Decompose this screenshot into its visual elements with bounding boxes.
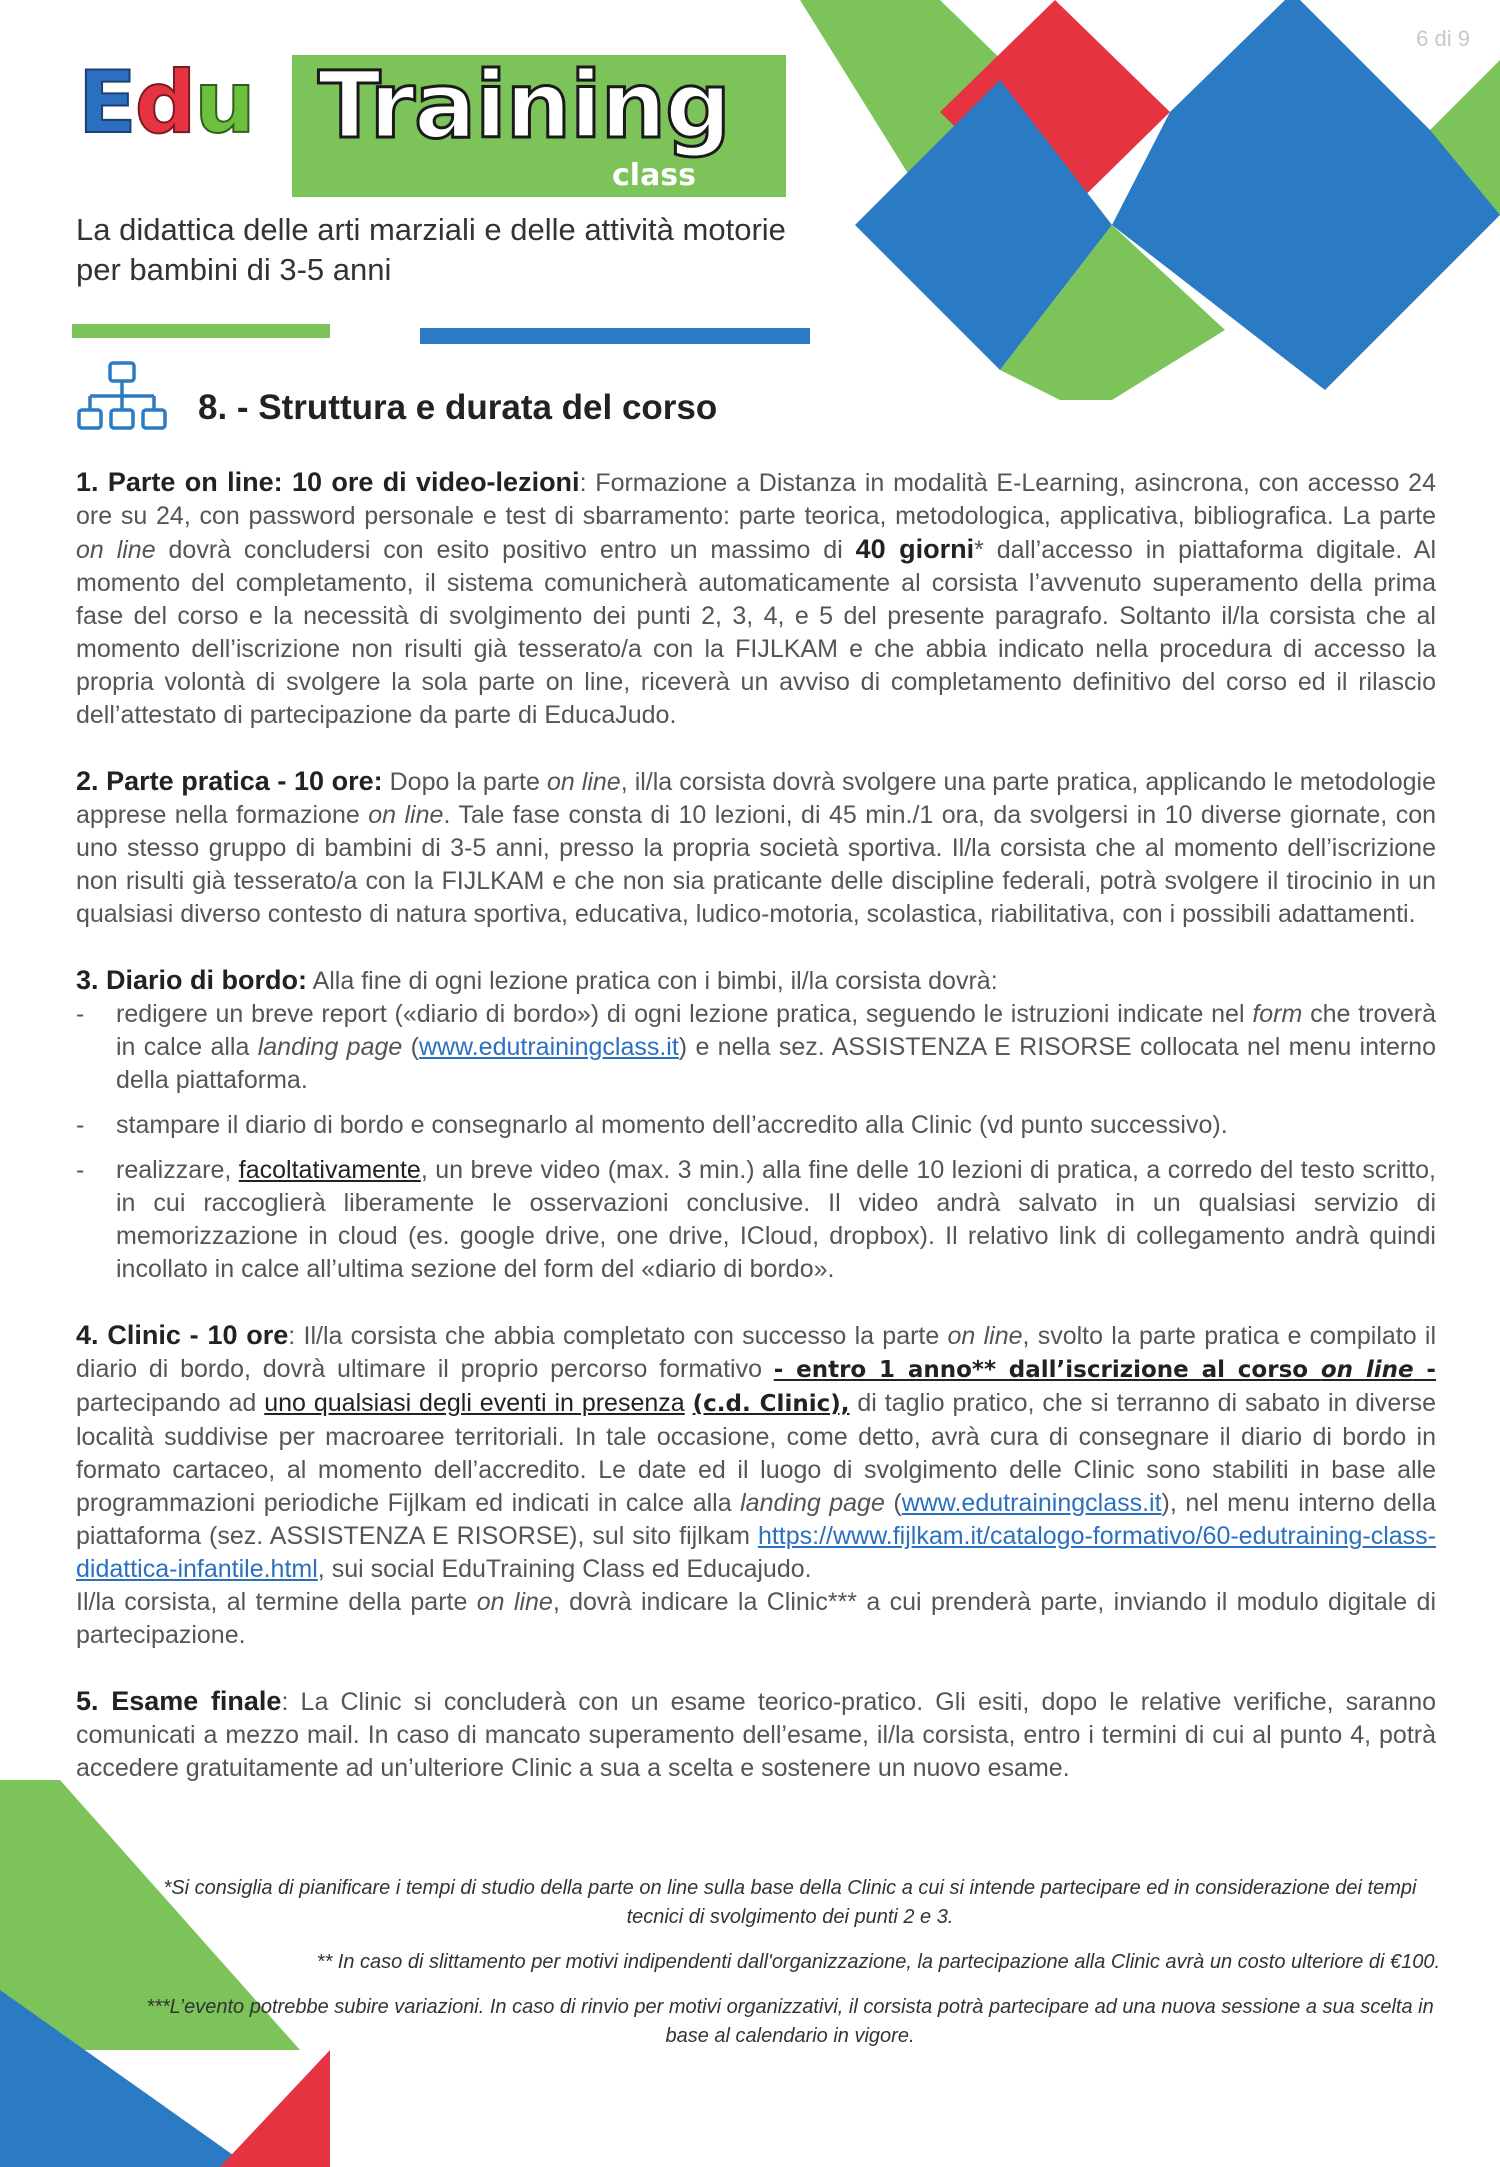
footnote-1: *Si consiglia di pianificare i tempi di studio della parte on line sulla base della Clinic a cui si intende partecipare ed in considerazione dei tempi tecnici di svolgimento dei punti 2 e 3.	[163, 1877, 1417, 1928]
list-item: - stampare il diario di bordo e consegnarlo al momento dell’accredito alla Clinic (vd punto successivo).	[76, 1109, 1436, 1142]
paragraph-clinic: 4. Clinic - 10 ore: Il/la corsista che abbia completato con successo la parte on line, svolto la parte pratica e compilato il diario di bordo, dovrà ultimare il proprio percorso formativo - entro 1 anno** dall’iscrizione al corso on line - partecipando ad uno qualsiasi degli eventi in presenza (c.d. Clinic), di taglio pratico, che si terranno di sabato in diverse località suddivise per macroaree territoriali. In tale occasione, come detto, avrà cura di consegnare il diario di bordo in formato cartaceo, al momento dell’accredito. Le date ed il luogo di svolgimento delle Clinic sono stabiliti in base alle programmazioni periodiche Fijlkam ed indicati in calce alla landing page (www.edutrainingclass.it), nel menu interno della piattaforma (sez. ASSISTENZA E RISORSE), sul sito fijlkam https://www.fijlkam.it/catalogo-formativo/60-edutraining-class-didattica-infantile.html, sui social EduTraining Class ed Educajudo. Il/la corsista, al termine della parte on line, dovrà indicare la Clinic*** a cui prenderà parte, inviando il modulo digitale di partecipazione.	[76, 1320, 1437, 1649]
hierarchy-icon	[76, 360, 168, 436]
paragraph-logbook: 3. Diario di bordo: Alla fine di ogni lezione pratica con i bimbi, il/la corsista dovrà: - redigere un breve report («diario di bordo») di ogni lezione pratica, seguendo le istruzioni indicate nel form che troverà in calce alla landing page (www.edutrainingclass.it) e nella sez. ASSISTENZA E RISORSE collocata nel menu interno della piattaforma. - stampare il diario di bordo e consegnarlo al momento dell’accredito alla Clinic (vd punto successivo). - realizzare, facoltativamente, un breve video (max. 3 min.) alla fine delle 10 lezioni di pratica, a corredo del testo scritto, in cui raccoglierà liberamente le osservazioni conclusive. Il video andrà salvato in un qualsiasi servizio di memorizzazione in cloud (es. google drive, one drive, ICloud, dropbox). Il relativo link di collegamento andrà quindi incollato in calce all’ultima sezione del form del «diario di bordo».	[76, 964, 1436, 1286]
logbook-list	[76, 998, 1436, 1286]
page-number: 6 di 9	[1416, 26, 1470, 51]
section-title: 8. - Struttura e durata del corso	[198, 388, 718, 427]
main-content	[76, 466, 1436, 1818]
green-divider-bar	[72, 324, 330, 338]
list-item: - redigere un breve report («diario di bordo») di ogni lezione pratica, seguendo le istruzioni indicate nel form che troverà in calce alla landing page (www.edutrainingclass.it) e nella sez. ASSISTENZA E RISORSE collocata nel menu interno della piattaforma.	[76, 998, 1436, 1097]
footnote-3: ***L’evento potrebbe subire variazioni. In caso di rinvio per motivi organizzativi, il corsista potrà partecipare ad una nuova sessione a sua scelta in base al calendario in vigore.	[146, 1996, 1434, 2047]
fijlkam-link[interactable]: https://www.fijlkam.it/catalogo-formativo/60-edutraining-class-didattica-infantile.html	[76, 1522, 1436, 1583]
logo-training: Training	[318, 52, 731, 159]
footnote-2: ** In caso di slittamento per motivi indipendenti dall'organizzazione, la partecipazione alla Clinic avrà un costo ulteriore di €100.	[316, 1951, 1440, 1973]
edutraining-link-clinic[interactable]: www.edutrainingclass.it	[901, 1489, 1162, 1517]
paragraph-online: 1. Parte on line: 10 ore di video-lezioni: Formazione a Distanza in modalità E-Learning, asincrona, con accesso 24 ore su 24, con password personale e test di sbarramento: parte teorica, metodologica, applicativa, bibliografica. La parte on line dovrà concludersi con esito positivo entro un massimo di 40 giorni* dall’accesso in piattaforma digitale. Al momento del completamento, il sistema comunicherà automaticamente al corsista l’avvenuto superamento della prima fase del corso e la necessità di svolgimento dei punti 2, 3, 4, e 5 del presente paragrafo. Soltanto il/la corsista che al momento dell’iscrizione non risulti già tesserato/a con la FIJLKAM e che abbia indicato nella procedura di accesso la propria volontà di svolgere la sola parte on line, riceverà un avviso di completamento definitivo del corso ed il rilascio dell’attestato di partecipazione da parte di EducaJudo.	[76, 467, 1436, 729]
footnotes	[140, 1874, 1440, 2067]
red-triangle-bottom	[220, 2050, 330, 2167]
blue-divider-bar	[420, 328, 810, 344]
list-item: - realizzare, facoltativamente, un breve video (max. 3 min.) alla fine delle 10 lezioni di pratica, a corredo del testo scritto, in cui raccoglierà liberamente le osservazioni conclusive. Il video andrà salvato in un qualsiasi servizio di memorizzazione in cloud (es. google drive, one drive, ICloud, dropbox). Il relativo link di collegamento andrà quindi incollato in calce all’ultima sezione del form del «diario di bordo».	[76, 1154, 1436, 1286]
logo-edu: Edu	[78, 53, 254, 153]
edutraining-link[interactable]: www.edutrainingclass.it	[418, 1033, 679, 1061]
paragraph-exam: 5. Esame finale: La Clinic si concluderà con un esame teorico-pratico. Gli esiti, dopo le relative verifiche, saranno comunicati a mezzo mail. In caso di mancato superamento dell’esame, il/la corsista, entro i termini di cui al punto 4, potrà accedere gratuitamente ad un’ulteriore Clinic a sua a scelta e sostenere un nuovo esame.	[76, 1686, 1437, 1782]
paragraph-practical: 2. Parte pratica - 10 ore: Dopo la parte on line, il/la corsista dovrà svolgere una parte pratica, applicando le metodologie apprese nella formazione on line. Tale fase consta di 10 lezioni, di 45 min./1 ora, da svolgersi in 10 diverse giornate, con uno stesso gruppo di bambini di 3-5 anni, presso la propria società sportiva. Il/la corsista che al momento dell’iscrizione non risulti già tesserato/a con la FIJLKAM e che non sia praticante delle discipline federali, potrà svolgere il tirocinio in un qualsiasi diverso contesto di natura sportiva, educativa, ludico-motoria, scolastica, riabilitativa, con i possibili adattamenti.	[76, 766, 1437, 928]
logo-class: class	[612, 158, 697, 193]
page-subtitle: La didattica delle arti marziali e delle attività motorie per bambini di 3-5 anni	[76, 212, 786, 287]
